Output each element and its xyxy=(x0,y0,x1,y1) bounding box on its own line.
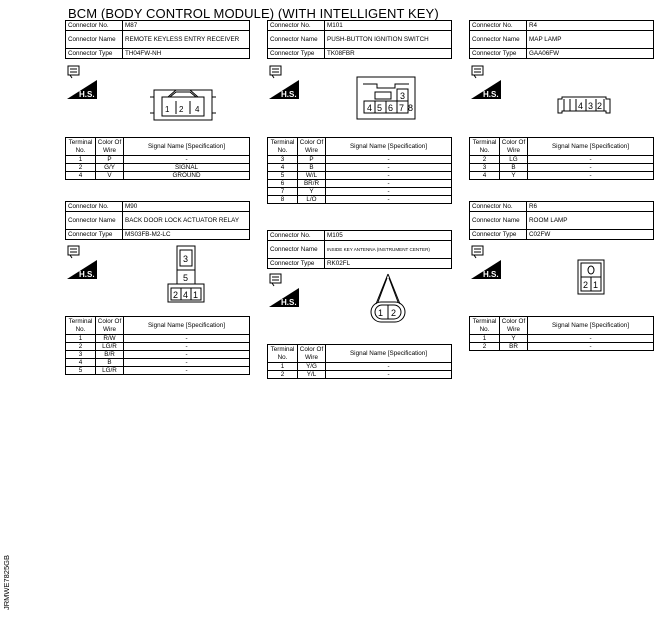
table-row xyxy=(268,156,452,164)
signal-cell: - xyxy=(124,359,250,367)
color-cell: B xyxy=(96,359,124,367)
signal-header: Signal Name [Specification] xyxy=(528,317,654,335)
signal-cell: - xyxy=(124,156,250,164)
signal-header: Signal Name [Specification] xyxy=(326,138,452,156)
cavity-label: 4 xyxy=(578,101,584,111)
hs-harness-side-icon xyxy=(66,64,98,100)
connector-name-label: Connector Name xyxy=(268,31,325,49)
connector-r4-info xyxy=(469,20,654,59)
hs-label: H.S. xyxy=(79,270,95,279)
connector-type-value: GAA06FW xyxy=(527,49,654,59)
connector-r4-face-diagram xyxy=(556,94,612,116)
table-row xyxy=(268,188,452,196)
terminal-cell: 1 xyxy=(66,335,96,343)
signal-cell: - xyxy=(124,367,250,375)
cavity-label: 1 xyxy=(378,308,384,318)
table-row xyxy=(66,164,250,172)
table-row xyxy=(470,172,654,180)
connector-name-label: Connector Name xyxy=(470,212,527,230)
connector-name-label: Connector Name xyxy=(66,212,123,230)
connector-name-value: MAP LAMP xyxy=(527,31,654,49)
color-header: Color Of Wire xyxy=(500,138,528,156)
terminal-cell: 2 xyxy=(66,164,96,172)
connector-no-value: M90 xyxy=(123,202,250,212)
connector-m105-info xyxy=(267,230,452,269)
connector-type-value: TK08FBR xyxy=(325,49,452,59)
terminal-cell: 5 xyxy=(66,367,96,375)
cavity-label: 7 xyxy=(399,103,405,113)
signal-cell: GROUND xyxy=(124,172,250,180)
connector-type-label: Connector Type xyxy=(66,230,123,240)
table-row xyxy=(268,180,452,188)
color-cell: V xyxy=(96,172,124,180)
connector-name-label: Connector Name xyxy=(66,31,123,49)
connector-no-value: R4 xyxy=(527,21,654,31)
signal-cell: - xyxy=(528,164,654,172)
terminal-no-header: Terminal No. xyxy=(268,345,298,363)
table-row xyxy=(268,196,452,204)
color-cell: LG xyxy=(500,156,528,164)
terminal-cell: 5 xyxy=(268,172,298,180)
cavity-label: 1 xyxy=(165,105,170,114)
connector-r4-terminal-table xyxy=(469,137,654,180)
connector-type-value: TH04FW-NH xyxy=(123,49,250,59)
connector-type-label: Connector Type xyxy=(268,49,325,59)
table-row xyxy=(66,156,250,164)
cavity-label: 5 xyxy=(377,103,383,113)
color-cell: LG/R xyxy=(96,343,124,351)
connector-no-value: M105 xyxy=(325,231,452,241)
connector-no-value: R6 xyxy=(527,202,654,212)
connector-m87-face-diagram xyxy=(150,85,216,123)
signal-cell: - xyxy=(124,343,250,351)
hs-harness-side-icon xyxy=(268,64,300,100)
color-cell: P xyxy=(96,156,124,164)
terminal-cell: 6 xyxy=(268,180,298,188)
terminal-cell: 3 xyxy=(268,156,298,164)
signal-cell: - xyxy=(528,335,654,343)
cavity-label: 3 xyxy=(183,254,189,264)
signal-cell: - xyxy=(326,196,452,204)
color-cell: B xyxy=(298,164,326,172)
color-header: Color Of Wire xyxy=(298,345,326,363)
signal-cell: - xyxy=(326,371,452,379)
color-cell: BR xyxy=(500,343,528,351)
connector-no-label: Connector No. xyxy=(66,202,123,212)
terminal-cell: 7 xyxy=(268,188,298,196)
cavity-label: 1 xyxy=(593,280,599,290)
connector-m87-info xyxy=(65,20,250,59)
connector-type-value: MS03FB-M2-LC xyxy=(123,230,250,240)
hs-harness-side-icon xyxy=(268,272,300,308)
cavity-label: 3 xyxy=(400,91,406,101)
terminal-cell: 2 xyxy=(66,343,96,351)
signal-header: Signal Name [Specification] xyxy=(124,138,250,156)
signal-cell: - xyxy=(326,363,452,371)
table-row xyxy=(470,164,654,172)
connector-m101-info xyxy=(267,20,452,59)
table-row xyxy=(66,359,250,367)
color-cell: L/O xyxy=(298,196,326,204)
connector-no-value: M101 xyxy=(325,21,452,31)
connector-type-label: Connector Type xyxy=(470,230,527,240)
cavity-label: 2 xyxy=(179,105,184,114)
cavity-label: 2 xyxy=(583,280,589,290)
connector-name-value: BACK DOOR LOCK ACTUATOR RELAY xyxy=(123,212,250,230)
color-header: Color Of Wire xyxy=(298,138,326,156)
page-title: BCM (BODY CONTROL MODULE) (WITH INTELLIGENT KEY) xyxy=(68,6,439,21)
signal-cell: - xyxy=(528,156,654,164)
terminal-no-header: Terminal No. xyxy=(470,138,500,156)
image-code: JRMWE7825GB xyxy=(2,555,11,611)
color-header: Color Of Wire xyxy=(96,317,124,335)
connector-m105-terminal-table xyxy=(267,344,452,379)
connector-r6-info xyxy=(469,201,654,240)
signal-cell: SIGNAL xyxy=(124,164,250,172)
hs-harness-side-icon xyxy=(470,244,502,280)
signal-cell: - xyxy=(124,351,250,359)
cavity-label: 2 xyxy=(391,308,397,318)
connector-type-label: Connector Type xyxy=(66,49,123,59)
table-row xyxy=(268,164,452,172)
hs-label: H.S. xyxy=(483,270,499,279)
table-row xyxy=(268,172,452,180)
signal-cell: - xyxy=(326,156,452,164)
color-cell: Y/L xyxy=(298,371,326,379)
signal-header: Signal Name [Specification] xyxy=(326,345,452,363)
connector-m87-terminal-table xyxy=(65,137,250,180)
cavity-label: 4 xyxy=(367,103,373,113)
terminal-cell: 1 xyxy=(268,363,298,371)
table-row xyxy=(470,343,654,351)
color-cell: R/W xyxy=(96,335,124,343)
terminal-cell: 4 xyxy=(470,172,500,180)
hs-label: H.S. xyxy=(79,90,95,99)
terminal-cell: 1 xyxy=(66,156,96,164)
connector-type-label: Connector Type xyxy=(268,259,325,269)
terminal-cell: 4 xyxy=(66,359,96,367)
connector-name-value: ROOM LAMP xyxy=(527,212,654,230)
table-row xyxy=(66,351,250,359)
connector-type-label: Connector Type xyxy=(470,49,527,59)
terminal-no-header: Terminal No. xyxy=(66,317,96,335)
cavity-label: 4 xyxy=(195,105,200,114)
color-cell: G/Y xyxy=(96,164,124,172)
terminal-cell: 2 xyxy=(268,371,298,379)
table-row xyxy=(66,172,250,180)
table-row xyxy=(268,371,452,379)
connector-name-label: Connector Name xyxy=(268,241,325,259)
color-cell: LG/R xyxy=(96,367,124,375)
terminal-cell: 3 xyxy=(66,351,96,359)
table-row xyxy=(268,363,452,371)
connector-type-value: RK02FL xyxy=(325,259,452,269)
connector-m90-info xyxy=(65,201,250,240)
table-row xyxy=(470,335,654,343)
color-header: Color Of Wire xyxy=(96,138,124,156)
table-row xyxy=(66,343,250,351)
color-header: Color Of Wire xyxy=(500,317,528,335)
table-row xyxy=(470,156,654,164)
terminal-cell: 4 xyxy=(66,172,96,180)
terminal-cell: 3 xyxy=(470,164,500,172)
cavity-label: 5 xyxy=(183,273,189,283)
cavity-label: 2 xyxy=(173,290,179,300)
terminal-no-header: Terminal No. xyxy=(66,138,96,156)
cavity-label: 1 xyxy=(193,290,199,300)
connector-no-label: Connector No. xyxy=(470,21,527,31)
connector-m90-terminal-table xyxy=(65,316,250,375)
cavity-label: 6 xyxy=(388,103,394,113)
cavity-label: 3 xyxy=(588,101,594,111)
signal-cell: - xyxy=(326,164,452,172)
hs-label: H.S. xyxy=(281,90,297,99)
signal-cell: - xyxy=(326,180,452,188)
connector-no-label: Connector No. xyxy=(268,21,325,31)
connector-no-label: Connector No. xyxy=(470,202,527,212)
color-cell: P xyxy=(298,156,326,164)
terminal-no-header: Terminal No. xyxy=(470,317,500,335)
connector-no-label: Connector No. xyxy=(268,231,325,241)
signal-cell: - xyxy=(326,172,452,180)
color-cell: B/R xyxy=(96,351,124,359)
table-row xyxy=(66,335,250,343)
signal-cell: - xyxy=(528,172,654,180)
connector-m101-face-diagram xyxy=(355,75,417,121)
connector-name-value: PUSH-BUTTON IGNITION SWITCH xyxy=(325,31,452,49)
color-cell: W/L xyxy=(298,172,326,180)
signal-cell: - xyxy=(124,335,250,343)
signal-header: Signal Name [Specification] xyxy=(528,138,654,156)
cavity-label: 4 xyxy=(183,290,189,300)
table-row xyxy=(66,367,250,375)
connector-type-value: C02FW xyxy=(527,230,654,240)
connector-name-value: REMOTE KEYLESS ENTRY RECEIVER xyxy=(123,31,250,49)
hs-harness-side-icon xyxy=(66,244,98,280)
terminal-cell: 8 xyxy=(268,196,298,204)
terminal-cell: 2 xyxy=(470,343,500,351)
connector-name-label: Connector Name xyxy=(470,31,527,49)
color-cell: B xyxy=(500,164,528,172)
hs-harness-side-icon xyxy=(470,64,502,100)
color-cell: Y xyxy=(500,172,528,180)
cavity-label: 2 xyxy=(597,101,603,111)
terminal-no-header: Terminal No. xyxy=(268,138,298,156)
terminal-cell: 1 xyxy=(470,335,500,343)
connector-no-label: Connector No. xyxy=(66,21,123,31)
connector-r6-terminal-table xyxy=(469,316,654,351)
cavity-label: 8 xyxy=(408,103,414,113)
terminal-cell: 4 xyxy=(268,164,298,172)
connector-name-value: INSIDE KEY ANTENNA (INSTRUMENT CENTER) xyxy=(325,241,452,259)
signal-cell: - xyxy=(528,343,654,351)
color-cell: Y xyxy=(298,188,326,196)
color-cell: Y xyxy=(500,335,528,343)
connector-m101-terminal-table xyxy=(267,137,452,204)
connector-m105-face-diagram xyxy=(368,272,408,326)
connector-no-value: M87 xyxy=(123,21,250,31)
terminal-cell: 2 xyxy=(470,156,500,164)
connector-r6-face-diagram xyxy=(576,258,606,296)
signal-cell: - xyxy=(326,188,452,196)
hs-label: H.S. xyxy=(281,298,297,307)
signal-header: Signal Name [Specification] xyxy=(124,317,250,335)
color-cell: Y/G xyxy=(298,363,326,371)
color-cell: BR/R xyxy=(298,180,326,188)
connector-m90-face-diagram xyxy=(165,244,207,306)
hs-label: H.S. xyxy=(483,90,499,99)
